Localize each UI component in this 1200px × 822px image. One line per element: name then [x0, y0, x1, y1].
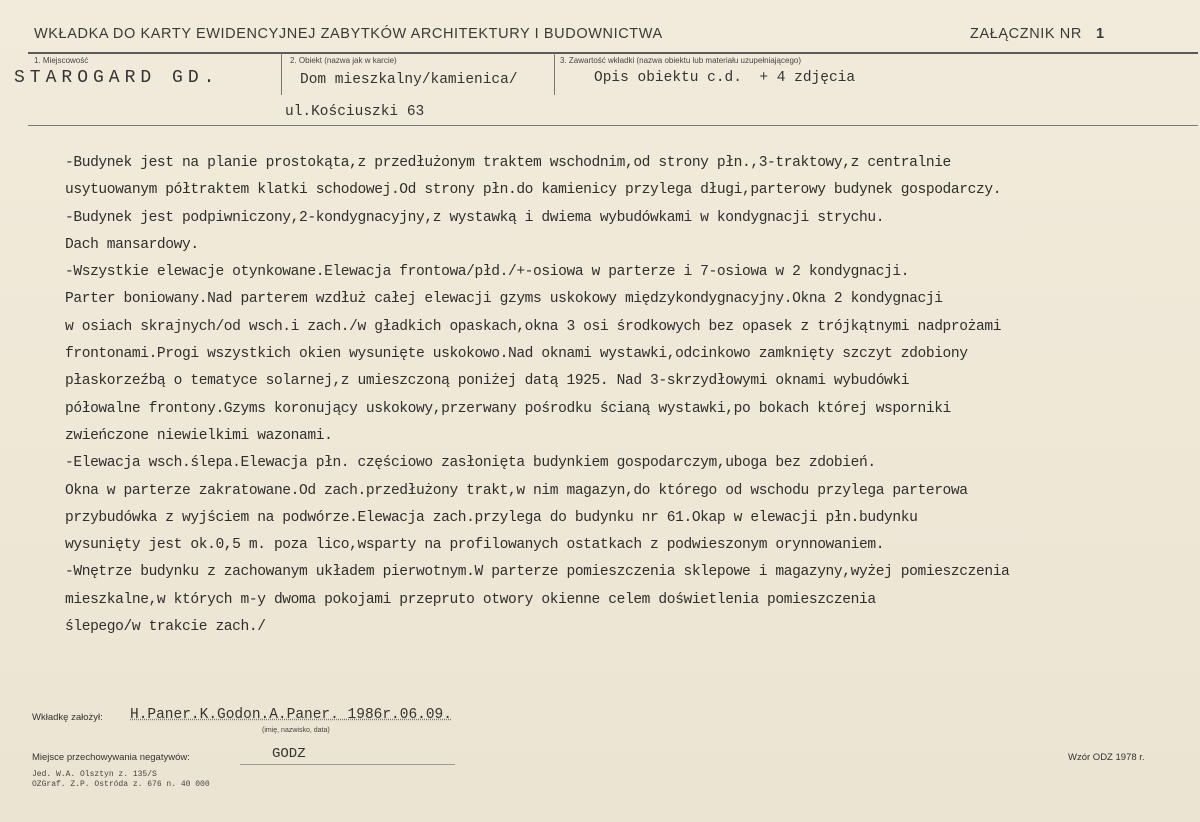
annex-number: 1 — [1095, 26, 1105, 42]
description-line: -Budynek jest na planie prostokąta,z przedłużonym traktem wschodnim,od strony płn.,3-traktowy,z centralnie — [65, 155, 951, 171]
description-line: -Budynek jest podpiwniczony,2-kondygnacyjny,z wystawką i dwiema wybudówkami w kondygnacji strychu. — [65, 209, 885, 226]
description-body — [65, 155, 1009, 646]
locality-value: STAROGARD GD. — [14, 68, 220, 88]
locality-label: 1. Miejscowość — [34, 56, 89, 65]
annex-label-text: ZAŁĄCZNIK NR — [970, 26, 1082, 42]
contents-value: Opis obiektu c.d. + 4 zdjęcia — [594, 70, 856, 86]
print-info-line2: OZGraf. Z.P. Ostróda z. 676 n. 40 000 — [32, 780, 210, 789]
description-line: Dach mansardowy. — [65, 236, 199, 253]
card-title: WKŁADKA DO KARTY EWIDENCYJNEJ ZABYTKÓW ARCHITEKTURY I BUDOWNICTWA — [34, 26, 663, 42]
description-line: wysunięty jest ok.0,5 m. poza lico,wsparty na profilowanych ostatkach z podwieszonym orynnowaniem. — [65, 537, 885, 554]
description-line: -Elewacja wsch.ślepa.Elewacja płn. częściowo zasłonięta budynkiem gospodarczym,uboga bez zdobień. — [65, 455, 876, 472]
print-info-line1: Jed. W.A. Olsztyn z. 135/S — [32, 770, 157, 779]
negatives-value: GODZ — [272, 746, 306, 762]
form-model: Wzór ODZ 1978 r. — [1068, 752, 1145, 763]
object-label: 2. Obiekt (nazwa jak w karcie) — [290, 56, 397, 65]
description-line: mieszkalne,w których m-y dwoma pokojami przepruto otwory okienne celem doświetlenia pomieszczenia — [65, 591, 876, 608]
description-line: frontonami.Progi wszystkich okien wysunięte uskokowo.Nad oknami wystawki,odcinkowo zamknięty szczyt zdobiony — [65, 346, 968, 363]
description-line: płaskorzeźbą o tematyce solarnej,z umieszczoną poniżej datą 1925. Nad 3-skrzydłowymi oknami wybudówki — [65, 373, 910, 390]
negatives-underline — [240, 764, 455, 765]
field-separator-2 — [554, 53, 555, 95]
annex-label — [970, 26, 1105, 42]
description-line: usytuowanym półtraktem klatki schodowej.Od strony płn.do kamienicy przylega długi,parterowy budynek gospodarczy. — [65, 182, 1002, 199]
contents-label: 3. Zawartość wkładki (nazwa obiektu lub materiału uzupełniającego) — [560, 56, 802, 65]
header-divider — [28, 52, 1198, 54]
description-line: ślepego/w trakcie zach./ — [65, 619, 266, 636]
negatives-label: Miejsce przechowywania negatywów: — [32, 752, 190, 763]
authors-label: Wkładkę założył: — [32, 712, 103, 723]
authors-value: H.Paner.K.Godon.A.Paner. 1986r.06.09. — [130, 707, 452, 723]
object-value-line2: ul.Kościuszki 63 — [285, 104, 425, 120]
description-line: w osiach skrajnych/od wsch.i zach./w gładkich opaskach,okna 3 osi środkowych bez opasek z trójkątnymi nadprożami — [65, 318, 1002, 335]
description-line: -Wszystkie elewacje otynkowane.Elewacja frontowa/płd./+-osiowa w parterze i 7-osiowa w 2 kondygnacji. — [65, 264, 910, 281]
description-line: przybudówka z wyjściem na podwórze.Elewacja zach.przylega do budynku nr 61.Okap w elewacji płn.budynku — [65, 509, 918, 526]
authors-sub: (imię, nazwisko, data) — [262, 727, 330, 734]
description-line: Parter boniowany.Nad parterem wzdłuż całej elewacji gzyms uskokowy międzykondygnacyjny.Okna 2 kondygnacji — [65, 291, 943, 308]
description-line: Okna w parterze zakratowane.Od zach.przedłużony trakt,w nim magazyn,do którego od wschodu przylega parterowa — [65, 482, 968, 499]
description-line: półowalne frontony.Gzyms koronujący uskokowy,przerwany pośrodku ścianą wystawki,po bokach której wsporniki — [65, 400, 951, 417]
field-separator-1 — [281, 53, 282, 95]
object-value-line1: Dom mieszkalny/kamienica/ — [300, 72, 518, 88]
description-line: -Wnętrze budynku z zachowanym układem pierwotnym.W parterze pomieszczenia sklepowe i magazyny,wyżej pomieszczenia — [65, 564, 1010, 581]
fields-bottom-divider — [28, 125, 1198, 126]
description-line: zwieńczone niewielkimi wazonami. — [65, 427, 333, 444]
